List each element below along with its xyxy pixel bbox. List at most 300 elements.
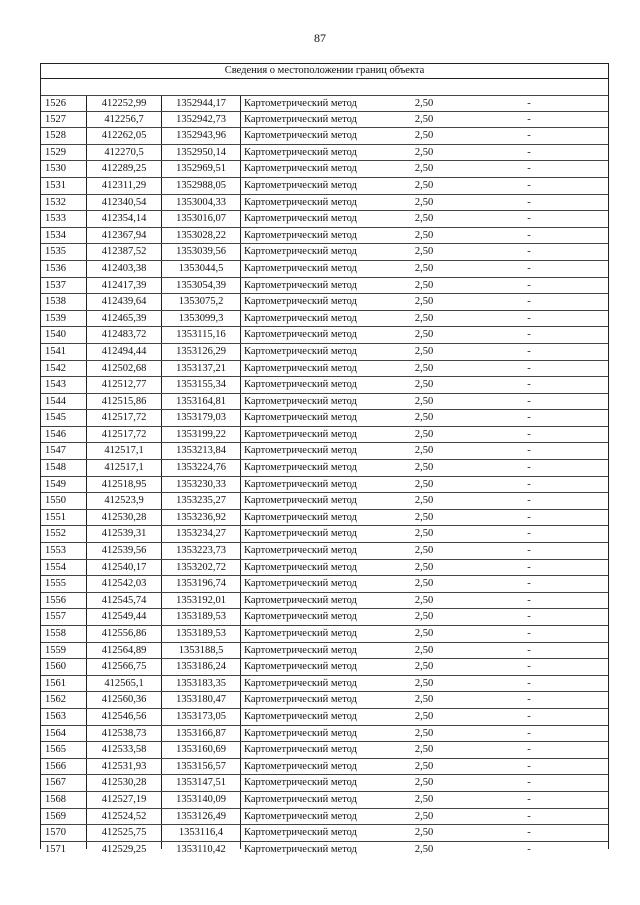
coordinate-y: 1353189,53 <box>176 611 226 623</box>
note-cell: - <box>527 412 531 424</box>
coordinate-x: 412540,17 <box>101 561 147 573</box>
point-number: 1571 <box>45 843 66 855</box>
point-number: 1561 <box>45 677 66 689</box>
table-row <box>41 809 608 826</box>
point-number: 1535 <box>45 246 66 258</box>
method-cell: Картометрический метод <box>244 561 357 573</box>
table-row <box>41 643 608 660</box>
coordinate-y: 1353137,21 <box>176 362 226 374</box>
accuracy-cell: 2,50 <box>414 246 434 258</box>
note-cell: - <box>527 744 531 756</box>
coordinate-y: 1353039,56 <box>176 246 226 258</box>
accuracy-cell: 2,50 <box>414 196 434 208</box>
note-cell: - <box>527 279 531 291</box>
coordinate-y: 1352943,96 <box>176 130 226 142</box>
table-row <box>41 792 608 809</box>
note-cell: - <box>527 827 531 839</box>
method-cell: Картометрический метод <box>244 810 357 822</box>
note-cell: - <box>527 462 531 474</box>
note-cell: - <box>527 495 531 507</box>
method-cell: Картометрический метод <box>244 412 357 424</box>
method-cell: Картометрический метод <box>244 146 357 158</box>
table-row <box>41 112 608 129</box>
accuracy-cell: 2,50 <box>414 98 434 109</box>
accuracy-cell: 2,50 <box>414 561 434 573</box>
note-cell: - <box>527 478 531 490</box>
method-cell: Картометрический метод <box>244 628 357 639</box>
accuracy-cell: 2,50 <box>414 462 434 474</box>
table-row <box>41 692 608 709</box>
note-cell: - <box>527 561 531 573</box>
coordinate-y: 1353236,92 <box>176 511 226 523</box>
accuracy-cell: 2,50 <box>414 594 434 606</box>
table-row <box>41 178 608 195</box>
coordinate-y: 1353186,24 <box>176 661 226 673</box>
coordinate-y: 1353173,05 <box>176 710 226 722</box>
accuracy-cell: 2,50 <box>414 810 434 822</box>
point-number: 1553 <box>45 545 66 557</box>
point-number: 1567 <box>45 777 66 789</box>
table-row <box>41 294 608 311</box>
table-row <box>41 145 608 162</box>
method-cell: Картометрический метод <box>244 213 357 225</box>
method-cell: Картометрический метод <box>244 379 357 391</box>
method-cell: Картометрический метод <box>244 345 357 357</box>
coordinate-x: 412517,72 <box>101 412 147 424</box>
accuracy-cell: 2,50 <box>414 511 434 523</box>
note-cell: - <box>527 777 531 789</box>
coordinate-y: 1352944,17 <box>176 98 226 109</box>
method-cell: Картометрический метод <box>244 312 357 324</box>
coordinate-x: 412483,72 <box>101 329 147 341</box>
coordinate-x: 412539,31 <box>101 528 147 540</box>
coordinate-x: 412517,1 <box>104 462 144 474</box>
accuracy-cell: 2,50 <box>414 760 434 772</box>
coordinate-y: 1353147,51 <box>176 777 226 789</box>
coordinate-y: 1353054,39 <box>176 279 226 291</box>
point-number: 1570 <box>45 827 66 839</box>
coordinate-x: 412546,56 <box>101 710 147 722</box>
note-cell: - <box>527 677 531 689</box>
coordinate-x: 412354,14 <box>101 213 147 225</box>
accuracy-cell: 2,50 <box>414 744 434 756</box>
coordinate-x: 412502,68 <box>101 362 147 374</box>
point-number: 1555 <box>45 578 66 590</box>
coordinate-x: 412403,38 <box>101 262 147 274</box>
accuracy-cell: 2,50 <box>414 628 434 639</box>
table-row <box>41 676 608 693</box>
coordinate-x: 412417,39 <box>101 279 147 291</box>
coordinate-x: 412539,56 <box>101 545 147 557</box>
table-row <box>41 775 608 792</box>
note-cell: - <box>527 727 531 739</box>
accuracy-cell: 2,50 <box>414 495 434 507</box>
point-number: 1543 <box>45 379 66 391</box>
coordinate-x: 412525,75 <box>101 827 147 839</box>
coordinates-table <box>40 63 609 855</box>
table-row <box>41 128 608 145</box>
coordinate-x: 412367,94 <box>101 229 147 241</box>
note-cell: - <box>527 329 531 341</box>
method-cell: Картометрический метод <box>244 98 357 109</box>
page-number: 87 <box>314 31 326 45</box>
method-cell: Картометрический метод <box>244 445 357 457</box>
accuracy-cell: 2,50 <box>414 312 434 324</box>
point-number: 1569 <box>45 810 66 822</box>
table-row <box>41 261 608 278</box>
coordinate-y: 1353110,42 <box>176 843 226 855</box>
method-cell: Картометрический метод <box>244 545 357 557</box>
table-row <box>41 327 608 344</box>
point-number: 1546 <box>45 428 66 440</box>
table-row <box>41 195 608 212</box>
coordinate-y: 1353028,22 <box>176 229 226 241</box>
point-number: 1554 <box>45 561 66 573</box>
accuracy-cell: 2,50 <box>414 379 434 391</box>
note-cell: - <box>527 379 531 391</box>
method-cell: Картометрический метод <box>244 113 357 125</box>
method-cell: Картометрический метод <box>244 661 357 673</box>
coordinate-x: 412252,99 <box>101 98 147 109</box>
method-cell: Картометрический метод <box>244 462 357 474</box>
note-cell: - <box>527 628 531 639</box>
accuracy-cell: 2,50 <box>414 362 434 374</box>
coordinate-y: 1353140,09 <box>176 793 226 805</box>
point-number: 1562 <box>45 694 66 706</box>
accuracy-cell: 2,50 <box>414 843 434 855</box>
coordinate-x: 412512,77 <box>101 379 147 391</box>
coordinate-x: 412439,64 <box>101 296 147 308</box>
method-cell: Картометрический метод <box>244 744 357 756</box>
accuracy-cell: 2,50 <box>414 146 434 158</box>
coordinate-x: 412565,1 <box>104 677 144 689</box>
coordinate-y: 1353075,2 <box>178 296 224 308</box>
method-cell: Картометрический метод <box>244 727 357 739</box>
coordinate-x: 412530,28 <box>101 511 147 523</box>
method-cell: Картометрический метод <box>244 578 357 590</box>
coordinate-y: 1353224,76 <box>176 462 226 474</box>
method-cell: Картометрический метод <box>244 710 357 722</box>
accuracy-cell: 2,50 <box>414 345 434 357</box>
point-number: 1536 <box>45 262 66 274</box>
table-row <box>41 427 608 444</box>
table-row <box>41 311 608 328</box>
accuracy-cell: 2,50 <box>414 578 434 590</box>
method-cell: Картометрический метод <box>244 677 357 689</box>
point-number: 1540 <box>45 329 66 341</box>
method-cell: Картометрический метод <box>244 611 357 623</box>
note-cell: - <box>527 611 531 623</box>
table-row <box>41 211 608 228</box>
note-cell: - <box>527 312 531 324</box>
table-row <box>41 244 608 261</box>
method-cell: Картометрический метод <box>244 130 357 142</box>
point-number: 1556 <box>45 594 66 606</box>
note-cell: - <box>527 345 531 357</box>
coordinate-x: 412465,39 <box>101 312 147 324</box>
coordinate-y: 1353180,47 <box>176 694 226 706</box>
note-cell: - <box>527 793 531 805</box>
table-row <box>41 394 608 411</box>
table-row <box>41 361 608 378</box>
table-body <box>41 95 608 858</box>
note-cell: - <box>527 545 531 557</box>
coordinate-x: 412523,9 <box>104 495 144 507</box>
table-row <box>41 228 608 245</box>
table-row <box>41 493 608 510</box>
table-row <box>41 526 608 543</box>
table-row <box>41 659 608 676</box>
method-cell: Картометрический метод <box>244 478 357 490</box>
accuracy-cell: 2,50 <box>414 827 434 839</box>
method-cell: Картометрический метод <box>244 196 357 208</box>
accuracy-cell: 2,50 <box>414 478 434 490</box>
coordinate-y: 1353166,87 <box>176 727 226 739</box>
coordinate-x: 412556,86 <box>101 628 147 639</box>
coordinate-x: 412494,44 <box>101 345 147 357</box>
coordinate-y: 1353230,33 <box>176 478 226 490</box>
point-number: 1533 <box>45 213 66 225</box>
table-row <box>41 278 608 295</box>
accuracy-cell: 2,50 <box>414 395 434 407</box>
method-cell: Картометрический метод <box>244 279 357 291</box>
table-row <box>41 344 608 361</box>
accuracy-cell: 2,50 <box>414 545 434 557</box>
point-number: 1534 <box>45 229 66 241</box>
coordinate-y: 1352942,73 <box>176 113 226 125</box>
table-row <box>41 742 608 759</box>
coordinate-y: 1353183,35 <box>176 677 226 689</box>
note-cell: - <box>527 179 531 191</box>
accuracy-cell: 2,50 <box>414 262 434 274</box>
accuracy-cell: 2,50 <box>414 329 434 341</box>
method-cell: Картометрический метод <box>244 246 357 258</box>
table-row <box>41 377 608 394</box>
accuracy-cell: 2,50 <box>414 279 434 291</box>
accuracy-cell: 2,50 <box>414 661 434 673</box>
point-number: 1529 <box>45 146 66 158</box>
coordinate-y: 1353155,34 <box>176 379 226 391</box>
note-cell: - <box>527 594 531 606</box>
note-cell: - <box>527 528 531 540</box>
method-cell: Картометрический метод <box>244 428 357 440</box>
coordinate-x: 412517,72 <box>101 428 147 440</box>
table-row <box>41 560 608 577</box>
coordinate-x: 412564,89 <box>101 644 147 656</box>
coordinate-y: 1353202,72 <box>176 561 226 573</box>
coordinate-x: 412262,05 <box>101 130 147 142</box>
accuracy-cell: 2,50 <box>414 710 434 722</box>
coordinate-x: 412515,86 <box>101 395 147 407</box>
coordinate-x: 412527,19 <box>101 793 147 805</box>
point-number: 1538 <box>45 296 66 308</box>
method-cell: Картометрический метод <box>244 760 357 772</box>
point-number: 1549 <box>45 478 66 490</box>
coordinate-x: 412533,58 <box>101 744 147 756</box>
method-cell: Картометрический метод <box>244 777 357 789</box>
table-row <box>41 543 608 560</box>
point-number: 1532 <box>45 196 66 208</box>
method-cell: Картометрический метод <box>244 395 357 407</box>
point-number: 1530 <box>45 163 66 175</box>
coordinate-x: 412530,28 <box>101 777 147 789</box>
method-cell: Картометрический метод <box>244 179 357 191</box>
point-number: 1563 <box>45 710 66 722</box>
coordinate-y: 1353004,33 <box>176 196 226 208</box>
table-row <box>41 593 608 610</box>
coordinate-x: 412531,93 <box>101 760 147 772</box>
accuracy-cell: 2,50 <box>414 229 434 241</box>
note-cell: - <box>527 843 531 855</box>
table-row <box>41 842 608 859</box>
point-number: 1568 <box>45 793 66 805</box>
coordinate-x: 412529,25 <box>101 843 147 855</box>
coordinate-x: 412340,54 <box>101 196 147 208</box>
note-cell: - <box>527 710 531 722</box>
note-cell: - <box>527 644 531 656</box>
method-cell: Картометрический метод <box>244 694 357 706</box>
note-cell: - <box>527 362 531 374</box>
coordinate-x: 412538,73 <box>101 727 147 739</box>
accuracy-cell: 2,50 <box>414 777 434 789</box>
coordinate-x: 412311,29 <box>101 179 147 191</box>
point-number: 1527 <box>45 113 66 125</box>
point-number: 1558 <box>45 628 66 639</box>
accuracy-cell: 2,50 <box>414 179 434 191</box>
note-cell: - <box>527 229 531 241</box>
coordinate-y: 1353179,03 <box>176 412 226 424</box>
note-cell: - <box>527 661 531 673</box>
coordinate-y: 1353234,27 <box>176 528 226 540</box>
note-cell: - <box>527 246 531 258</box>
method-cell: Картометрический метод <box>244 843 357 855</box>
coordinate-x: 412517,1 <box>104 445 144 457</box>
coordinate-y: 1353189,53 <box>176 628 226 639</box>
coordinate-x: 412549,44 <box>101 611 147 623</box>
method-cell: Картометрический метод <box>244 296 357 308</box>
coordinate-x: 412256,7 <box>104 113 144 125</box>
method-cell: Картометрический метод <box>244 163 357 175</box>
point-number: 1565 <box>45 744 66 756</box>
note-cell: - <box>527 578 531 590</box>
accuracy-cell: 2,50 <box>414 296 434 308</box>
accuracy-cell: 2,50 <box>414 528 434 540</box>
coordinate-y: 1353160,69 <box>176 744 226 756</box>
note-cell: - <box>527 98 531 109</box>
point-number: 1559 <box>45 644 66 656</box>
method-cell: Картометрический метод <box>244 827 357 839</box>
accuracy-cell: 2,50 <box>414 113 434 125</box>
coordinate-x: 412387,52 <box>101 246 147 258</box>
method-cell: Картометрический метод <box>244 594 357 606</box>
point-number: 1526 <box>45 98 66 109</box>
accuracy-cell: 2,50 <box>414 694 434 706</box>
coordinate-y: 1353116,4 <box>178 827 224 839</box>
point-number: 1537 <box>45 279 66 291</box>
coordinate-y: 1353126,29 <box>176 345 226 357</box>
coordinate-y: 1353213,84 <box>176 445 226 457</box>
point-number: 1564 <box>45 727 66 739</box>
note-cell: - <box>527 113 531 125</box>
table-row <box>41 460 608 477</box>
coordinate-y: 1353199,22 <box>176 428 226 440</box>
note-cell: - <box>527 163 531 175</box>
note-cell: - <box>527 694 531 706</box>
coordinate-y: 1353192,01 <box>176 594 226 606</box>
coordinate-y: 1353016,07 <box>176 213 226 225</box>
point-number: 1560 <box>45 661 66 673</box>
method-cell: Картометрический метод <box>244 262 357 274</box>
point-number: 1531 <box>45 179 66 191</box>
coordinate-x: 412518,95 <box>101 478 147 490</box>
coordinate-y: 1352988,05 <box>176 179 226 191</box>
method-cell: Картометрический метод <box>244 511 357 523</box>
coordinate-y: 1353223,73 <box>176 545 226 557</box>
coordinate-y: 1353126,49 <box>176 810 226 822</box>
table-row <box>41 161 608 178</box>
accuracy-cell: 2,50 <box>414 644 434 656</box>
note-cell: - <box>527 262 531 274</box>
point-number: 1551 <box>45 511 66 523</box>
accuracy-cell: 2,50 <box>414 727 434 739</box>
table-row <box>41 759 608 776</box>
table-row <box>41 510 608 527</box>
accuracy-cell: 2,50 <box>414 793 434 805</box>
coordinate-y: 1352969,51 <box>176 163 226 175</box>
point-number: 1552 <box>45 528 66 540</box>
method-cell: Картометрический метод <box>244 495 357 507</box>
note-cell: - <box>527 213 531 225</box>
coordinate-y: 1352950,14 <box>176 146 226 158</box>
table-row <box>41 443 608 460</box>
table-row <box>41 825 608 842</box>
coordinate-x: 412524,52 <box>101 810 147 822</box>
note-cell: - <box>527 760 531 772</box>
point-number: 1542 <box>45 362 66 374</box>
table-row <box>41 726 608 743</box>
accuracy-cell: 2,50 <box>414 611 434 623</box>
point-number: 1528 <box>45 130 66 142</box>
coordinate-x: 412289,25 <box>101 163 147 175</box>
method-cell: Картометрический метод <box>244 793 357 805</box>
coordinate-x: 412545,74 <box>101 594 147 606</box>
coordinate-y: 1353044,5 <box>178 262 224 274</box>
table-row <box>41 576 608 593</box>
accuracy-cell: 2,50 <box>414 163 434 175</box>
point-number: 1557 <box>45 611 66 623</box>
coordinate-x: 412566,75 <box>101 661 147 673</box>
method-cell: Картометрический метод <box>244 528 357 540</box>
table-title: Сведения о местоположении границ объекта <box>41 64 608 79</box>
note-cell: - <box>527 428 531 440</box>
accuracy-cell: 2,50 <box>414 445 434 457</box>
note-cell: - <box>527 395 531 407</box>
coordinate-y: 1353235,27 <box>176 495 226 507</box>
note-cell: - <box>527 445 531 457</box>
coordinate-y: 1353196,74 <box>176 578 226 590</box>
point-number: 1566 <box>45 760 66 772</box>
note-cell: - <box>527 146 531 158</box>
point-number: 1544 <box>45 395 66 407</box>
coordinate-x: 412270,5 <box>104 146 144 158</box>
accuracy-cell: 2,50 <box>414 130 434 142</box>
note-cell: - <box>527 196 531 208</box>
note-cell: - <box>527 296 531 308</box>
coordinate-y: 1353156,57 <box>176 760 226 772</box>
point-number: 1550 <box>45 495 66 507</box>
note-cell: - <box>527 511 531 523</box>
table-row <box>41 626 608 643</box>
